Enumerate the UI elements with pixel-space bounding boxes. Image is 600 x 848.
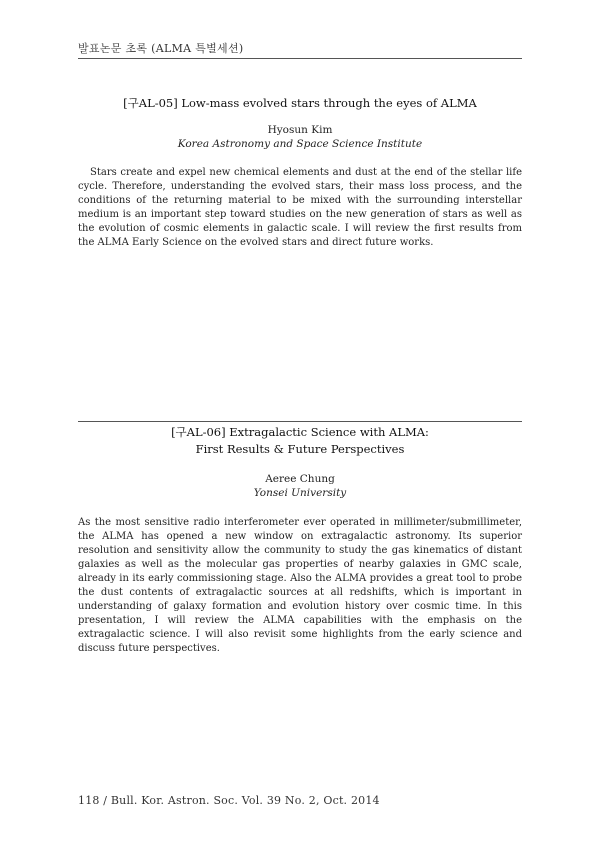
abstract-title <box>78 424 522 458</box>
author-affiliation: Korea Astronomy and Space Science Institute <box>177 138 423 150</box>
abstract-title-line: [구AL-06] Extragalactic Science with ALMA: <box>171 425 429 439</box>
author-name: Aeree Chung <box>265 473 335 485</box>
running-header: 발표논문 초록 (ALMA 특별세션) <box>78 42 244 55</box>
abstract-title-line: First Results & Future Perspectives <box>195 442 405 456</box>
abstract-body: Stars create and expel new chemical elements and dust at the end of the stellar life cycle. Therefore, understanding the evolved stars, their mass loss process, and the conditions of the returning material to be mixed with the surrounding interstellar medium is an important step toward studies on the new generation of stars as well as the evolution of cosmic elements in galactic scale. I will review the first results from the ALMA Early Science on the evolved stars and direct future works. <box>78 167 522 248</box>
page-footer-citation: 118 / Bull. Kor. Astron. Soc. Vol. 39 No. 2, Oct. 2014 <box>78 794 380 807</box>
abstract-title-line: [구AL-05] Low-mass evolved stars through the eyes of ALMA <box>123 96 477 110</box>
abstract-body: As the most sensitive radio interferometer ever operated in millimeter/submillimeter, the ALMA has opened a new window on extragalactic astronomy. Its superior resolution and sensitivity allow the community to study the gas kinematics of distant galaxies as well as the molecular gas properties of nearby galaxies in GMC scale, already in its early commissioning stage. Also the ALMA provides a great tool to probe the dust contents of extragalactic sources at all redshifts, which is important in understanding of galaxy formation and evolution history over cosmic time. In this presentation, I will review the ALMA capabilities with the emphasis on the extragalactic science. I will also revisit some highlights from the early science and discuss future perspectives. <box>78 517 522 654</box>
header-rule <box>78 58 522 59</box>
section-divider <box>78 421 522 422</box>
abstract-al-06 <box>78 424 522 666</box>
author-name: Hyosun Kim <box>267 124 333 136</box>
author-affiliation: Yonsei University <box>253 487 347 499</box>
abstract-title <box>78 95 522 112</box>
abstract-al-05 <box>78 95 522 260</box>
